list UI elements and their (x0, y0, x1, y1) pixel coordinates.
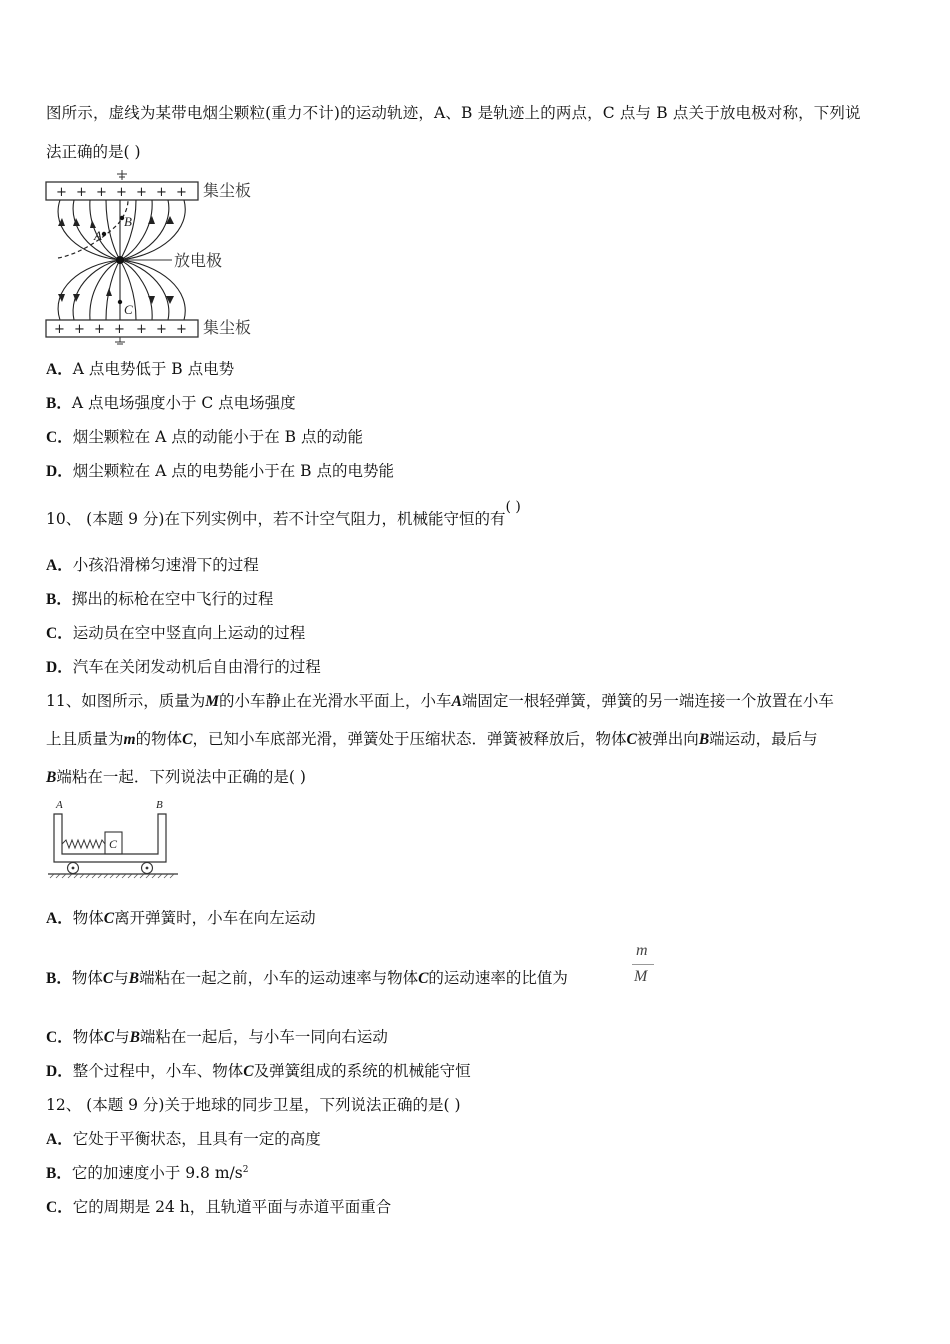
q10-option-c[interactable]: C．运动员在空中竖直向上运动的过程 (46, 624, 306, 642)
plus-sign: + (156, 322, 167, 337)
electrostatic-precipitator-figure (40, 168, 280, 346)
q11-stem-line3: B端粘在一起．下列说法中正确的是( ) (46, 768, 306, 786)
q9-option-a[interactable]: A．A 点电势低于 B 点电势 (46, 360, 235, 378)
q10-option-a[interactable]: A．小孩沿滑梯匀速滑下的过程 (46, 556, 259, 574)
q10-option-b[interactable]: B．掷出的标枪在空中飞行的过程 (46, 590, 274, 608)
cart-spring-figure (44, 796, 184, 884)
q9-option-c[interactable]: C．烟尘颗粒在 A 点的动能小于在 B 点的动能 (46, 428, 363, 446)
q11-stem-line2: 上且质量为m的物体C，已知小车底部光滑，弹簧处于压缩状态．弹簧被释放后，物体C被弹出向B端运动，最后与 (46, 730, 818, 748)
q9-option-b[interactable]: B．A 点电场强度小于 C 点电场强度 (46, 394, 296, 412)
q11-stem-line1: 11、如图所示，质量为M的小车静止在光滑水平面上，小车A端固定一根轻弹簧，弹簧的另一端连接一个放置在小车 (46, 692, 834, 710)
fraction-bar (632, 964, 654, 965)
point-c-label: C (124, 302, 133, 317)
q12-option-b[interactable]: B．它的加速度小于 9.8 $m/s^2$ (46, 1164, 249, 1182)
plus-sign: + (156, 185, 167, 200)
cart-end-a-label: A (56, 799, 63, 811)
discharge-electrode (116, 256, 124, 264)
particle-trajectory (58, 200, 128, 258)
top-plate-label: 集尘板 (203, 181, 252, 200)
q12-option-c[interactable]: C．它的周期是 24 h，且轨道平面与赤道平面重合 (46, 1198, 392, 1216)
plus-sign: + (54, 322, 65, 337)
q11-option-d[interactable]: D．整个过程中，小车、物体C及弹簧组成的系统的机械能守恒 (46, 1062, 471, 1080)
plus-sign: + (74, 322, 85, 337)
q11-option-b[interactable]: B．物体C与B端粘在一起之前，小车的运动速率与物体C的运动速率的比值为 (46, 969, 568, 987)
q10-option-d[interactable]: D．汽车在关闭发动机后自由滑行的过程 (46, 658, 321, 676)
plus-sign: + (176, 322, 187, 337)
q10-number: 10、 (46, 510, 82, 528)
q9-option-d[interactable]: D．烟尘颗粒在 A 点的电势能小于在 B 点的电势能 (46, 462, 394, 480)
plus-sign: + (94, 322, 105, 337)
point-b-label: B (124, 214, 132, 229)
q12-stem: 12、 (本题 9 分)关于地球的同步卫星，下列说法正确的是( ) (46, 1096, 461, 1114)
plus-sign: + (176, 185, 187, 200)
q9-stem-line1: 图所示，虚线为某带电烟尘颗粒(重力不计)的运动轨迹，A、B 是轨迹上的两点，C 点与 B 点关于放电极对称，下列说 (46, 104, 861, 122)
plus-sign: + (114, 322, 125, 337)
spring (62, 840, 105, 848)
q10-blank: ( ) (505, 499, 521, 515)
bottom-plate-label: 集尘板 (203, 318, 252, 337)
q10-stem (46, 499, 521, 529)
q11-option-a[interactable]: A．物体C离开弹簧时，小车在向左运动 (46, 909, 316, 927)
plus-sign: + (136, 185, 147, 200)
q12-option-a[interactable]: A．它处于平衡状态，且具有一定的高度 (46, 1130, 321, 1148)
q11-option-c[interactable]: C．物体C与B端粘在一起后，与小车一同向右运动 (46, 1028, 388, 1046)
ratio-denominator: M (634, 968, 648, 985)
plus-sign: + (96, 185, 107, 200)
exponent: 2 (242, 1164, 249, 1175)
q10-stem-text: (本题 9 分)在下列实例中，若不计空气阻力，机械能守恒的有 (86, 510, 506, 528)
point-a-label: A (94, 228, 102, 243)
plus-sign: + (116, 185, 127, 200)
ratio-numerator: m (636, 942, 648, 959)
plus-sign: + (76, 185, 87, 200)
cart-end-b-label: B (156, 799, 163, 811)
plus-sign: + (56, 185, 67, 200)
plus-sign: + (136, 322, 147, 337)
q9-stem-line2: 法正确的是( ) (46, 143, 141, 161)
block-c-label: C (109, 837, 118, 851)
electrode-label: 放电极 (174, 251, 223, 270)
